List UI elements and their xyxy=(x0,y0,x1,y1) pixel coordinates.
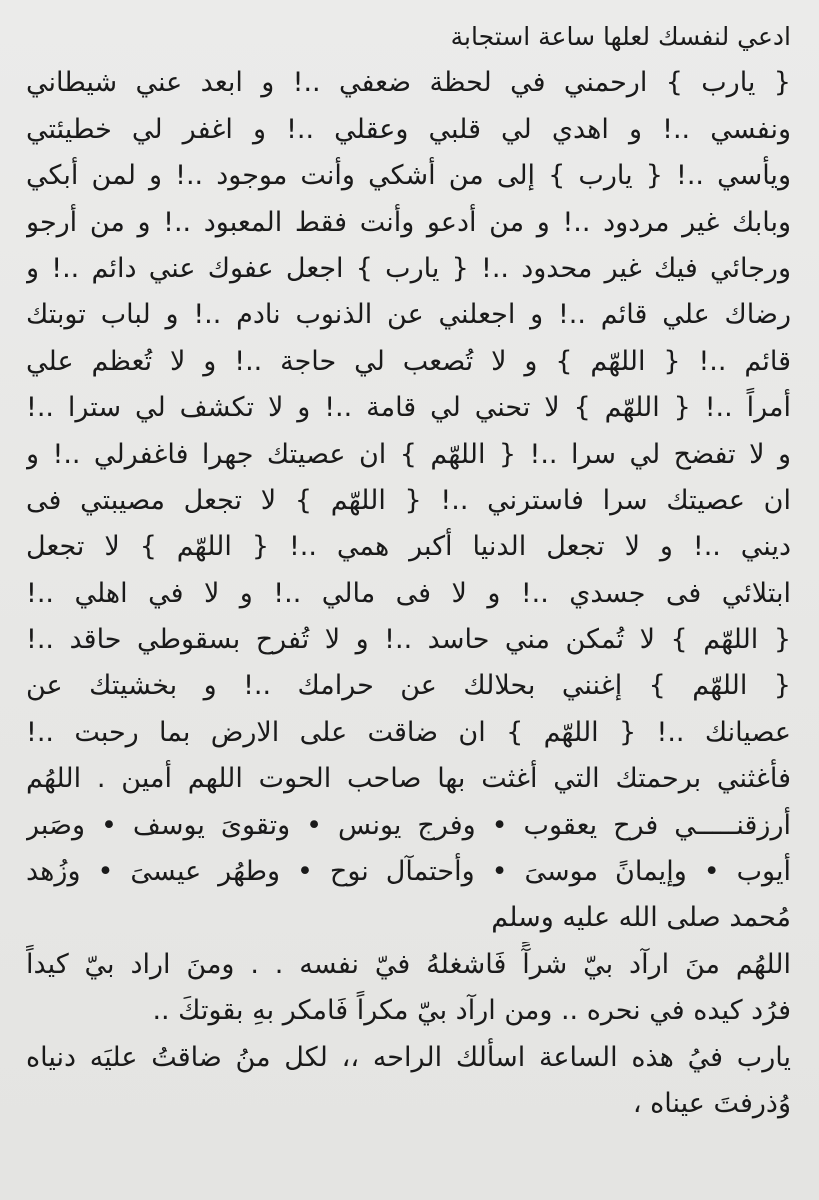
text-line: أمراً ..! { اللهّم } لا تحني لي قامة ..! و لا تكشف لي سترا ..! xyxy=(26,392,791,424)
text-line: مُحمد صلى الله عليه وسلم xyxy=(491,902,791,934)
text-line: وُذرفتَ عيناه ، xyxy=(632,1087,791,1119)
text-line: ان عصيتك سرا فاسترني ..! { اللهّم } لا تجعل مصيبتي فى xyxy=(26,484,791,516)
text-line: { اللهّم } لا تُمكن مني حاسد ..! و لا تُفرح بسقوطي حاقد ..! xyxy=(26,624,791,656)
text-line: اللهُم منَ ارآد بيّ شرآً فَاشغلهُ فيّ نفسه . . ومنَ اراد بيّ كيداً xyxy=(26,948,791,980)
text-line: ويأسي ..! { يارب } إلى من أشكي وأنت موجود ..! و لمن أبكي xyxy=(26,160,791,192)
text-line: { يارب } ارحمني في لحظة ضعفي ..! و ابعد عني شيطاني xyxy=(26,67,791,99)
text-line: أيوب • وإيمانً موسىَ • وأحتمآل نوح • وطهُر عيسىَ • وزُهد xyxy=(26,856,791,888)
text-line: عصيانك ..! { اللهّم } ان ضاقت على الارض بما رحبت ..! xyxy=(26,716,791,748)
document-title-line: ادعي لنفسك لعلها ساعة استجابة xyxy=(450,22,791,51)
text-line: ابتلائي فى جسدي ..! و لا فى مالي ..! و لا في اهلي ..! xyxy=(26,577,791,609)
text-line: ونفسي ..! و اهدي لي قلبي وعقلي ..! و اغفر لي خطيئتي xyxy=(26,113,791,145)
text-line: و لا تفضح لي سرا ..! { اللهّم } ان عصيتك جهرا فاغفرلي ..! و xyxy=(26,438,791,470)
text-line: يارب فيُ هذه الساعة اسألك الراحه ،، لكل منُ ضاقتُ عليَه دنياه xyxy=(26,1041,791,1073)
text-line: { اللهّم } إغنني بحلالك عن حرامك ..! و بخشيتك عن xyxy=(26,670,791,702)
text-line: فرُد كيده في نحره .. ومن ارآد بيّ مكراً فَامكر بهِ بقوتكَ .. xyxy=(152,995,791,1027)
text-line: ورجائي فيك غير محدود ..! { يارب } اجعل عفوك عني دائم ..! و xyxy=(26,252,791,284)
text-line: رضاك علي قائم ..! و اجعلني عن الذنوب نادم ..! و لباب توبتك xyxy=(26,299,791,331)
text-line: فأغثني برحمتك التي أغثت بها صاحب الحوت اللهم أمين . اللهُم xyxy=(26,763,791,795)
text-line: ديني ..! و لا تجعل الدنيا أكبر همي ..! { اللهّم } لا تجعل xyxy=(26,531,791,563)
text-line: قائم ..! { اللهّم } و لا تُصعب لي حاجة ..! و لا تُعظم علي xyxy=(26,345,791,377)
text-line: أرزقنـــــي فرح يعقوب • وفرج يونس • وتقوىَ يوسف • وصَبر xyxy=(26,809,791,841)
text-line: وبابك غير مردود ..! و من أدعو وأنت فقط المعبود ..! و من أرجو xyxy=(26,206,791,238)
